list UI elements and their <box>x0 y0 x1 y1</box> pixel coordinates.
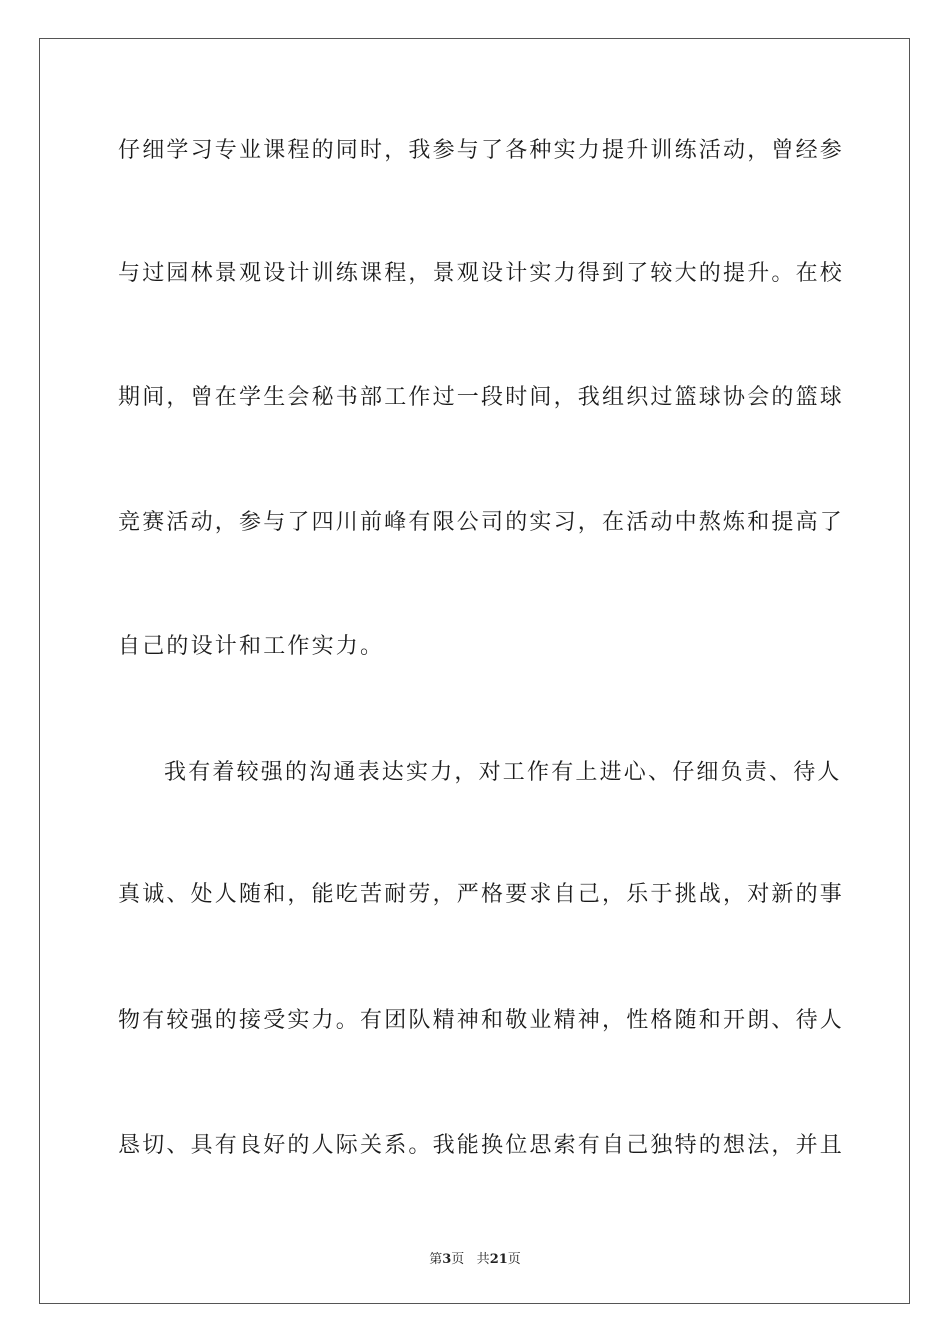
page-prefix: 第 <box>429 1252 443 1267</box>
paragraph-first-line: 我有着较强的沟通表达实力，对工作有上进心、仔细负责、待人 <box>164 760 842 785</box>
total-suffix: 页 <box>507 1252 521 1267</box>
body-text-line: 恳切、具有良好的人际关系。我能换位思索有自己独特的想法，并且 <box>118 1133 845 1158</box>
body-text-line: 仔细学习专业课程的同时，我参与了各种实力提升训练活动，曾经参 <box>118 138 845 163</box>
body-text-line: 物有较强的接受实力。有团队精神和敬业精神，性格随和开朗、待人 <box>118 1008 845 1033</box>
body-text-line: 与过园林景观设计训练课程，景观设计实力得到了较大的提升。在校 <box>118 261 845 286</box>
total-prefix: 共 <box>476 1252 490 1267</box>
body-text-line: 自己的设计和工作实力。 <box>118 634 385 659</box>
page-suffix: 页 <box>451 1252 465 1267</box>
body-text-line: 真诚、处人随和，能吃苦耐劳，严格要求自己，乐于挑战，对新的事 <box>118 882 845 907</box>
body-text-line: 期间，曾在学生会秘书部工作过一段时间，我组织过篮球协会的篮球 <box>118 385 845 410</box>
total-page-count: 21 <box>489 1252 508 1267</box>
page-border <box>39 38 910 1304</box>
page-footer <box>0 1248 950 1267</box>
body-text-line: 竞赛活动，参与了四川前峰有限公司的实习，在活动中熬炼和提高了 <box>118 510 845 535</box>
current-page-number: 3 <box>442 1252 452 1267</box>
